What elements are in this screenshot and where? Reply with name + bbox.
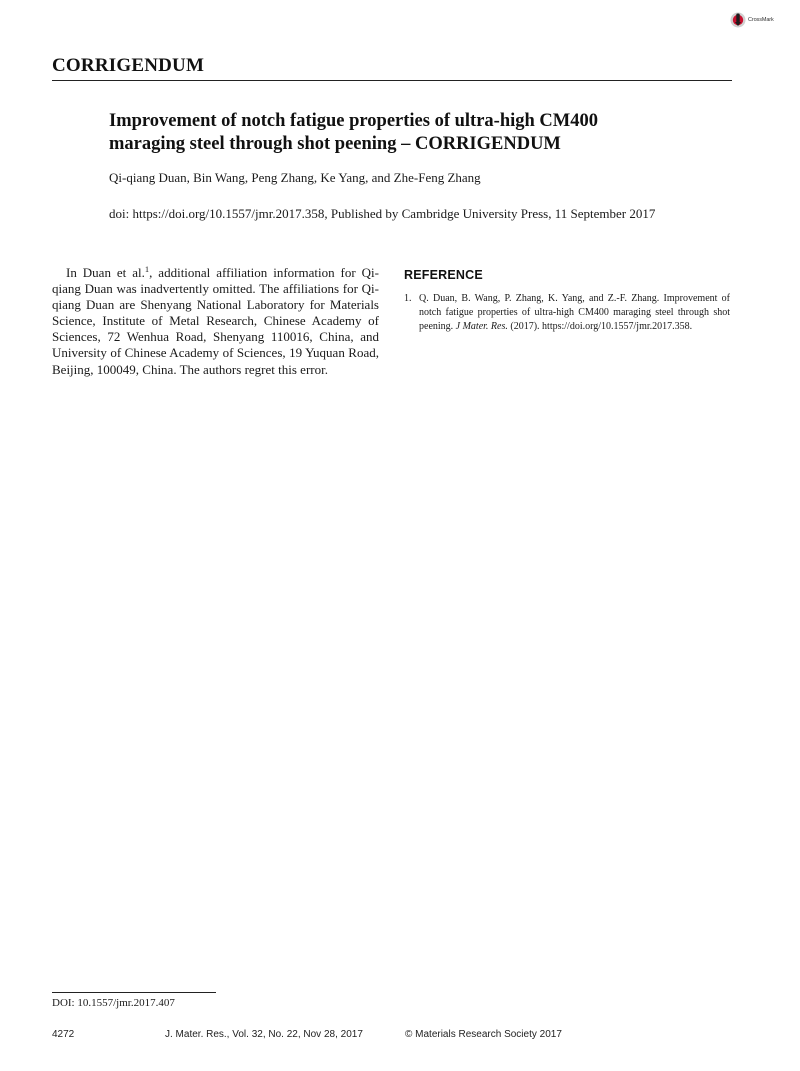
crossmark-icon bbox=[730, 11, 746, 29]
reference-doi-link[interactable]: (2017). https://doi.org/10.1557/jmr.2017.358. bbox=[507, 320, 693, 332]
reference-text bbox=[419, 292, 730, 333]
body-text-start: In Duan et al. bbox=[66, 265, 145, 280]
header-divider bbox=[52, 80, 732, 81]
crossmark-badge[interactable] bbox=[730, 11, 782, 29]
reference-heading: REFERENCE bbox=[404, 268, 483, 282]
section-label: CORRIGENDUM bbox=[52, 55, 205, 76]
page-footer bbox=[0, 1029, 800, 1043]
citation-link[interactable]: 1 bbox=[144, 264, 150, 274]
author-list: Qi-qiang Duan, Bin Wang, Peng Zhang, Ke Yang, and Zhe-Feng Zhang bbox=[109, 170, 481, 185]
reference-citation: Q. Duan, B. Wang, P. Zhang, K. Yang, and Z.-F. Zhang. Improvement of notch fatigue properties of ultra-high CM400 maraging steel through shot peening. bbox=[419, 293, 730, 332]
reference-item bbox=[404, 292, 730, 333]
corrigendum-body bbox=[52, 265, 379, 378]
copyright-notice: © Materials Research Society 2017 bbox=[405, 1029, 562, 1040]
page-number: 4272 bbox=[52, 1029, 75, 1040]
article-title: Improvement of notch fatigue properties of ultra-high CM400 maraging steel through shot peening – CORRIGENDUM bbox=[109, 111, 599, 154]
original-article-doi: doi: https://doi.org/10.1557/jmr.2017.358, Published by Cambridge University Press, 11 September 2017 bbox=[109, 206, 656, 221]
journal-info: J. Mater. Res., Vol. 32, No. 22, Nov 28, 2017 bbox=[165, 1029, 363, 1040]
reference-list bbox=[404, 292, 730, 333]
body-text-rest: , additional affiliation information for Qi-qiang Duan was inadvertently omitted. The affiliations for Qi-qiang Duan are Shenyang National Laboratory for Materials Science, Institute of Metal Research, Chinese Academy of Sciences, 72 Wenhua Road, Shenyang 110016, China, and University of Chinese Academy of Sciences, 19 Yuquan Road, Beijing, 100049, China. The authors regret this error. bbox=[52, 265, 379, 377]
footnote-divider bbox=[52, 992, 216, 993]
crossmark-label: CrossMark bbox=[748, 17, 774, 23]
article-doi: DOI: 10.1557/jmr.2017.407 bbox=[52, 997, 175, 1009]
reference-journal: J Mater. Res. bbox=[455, 320, 508, 332]
reference-number: 1. bbox=[404, 293, 412, 304]
